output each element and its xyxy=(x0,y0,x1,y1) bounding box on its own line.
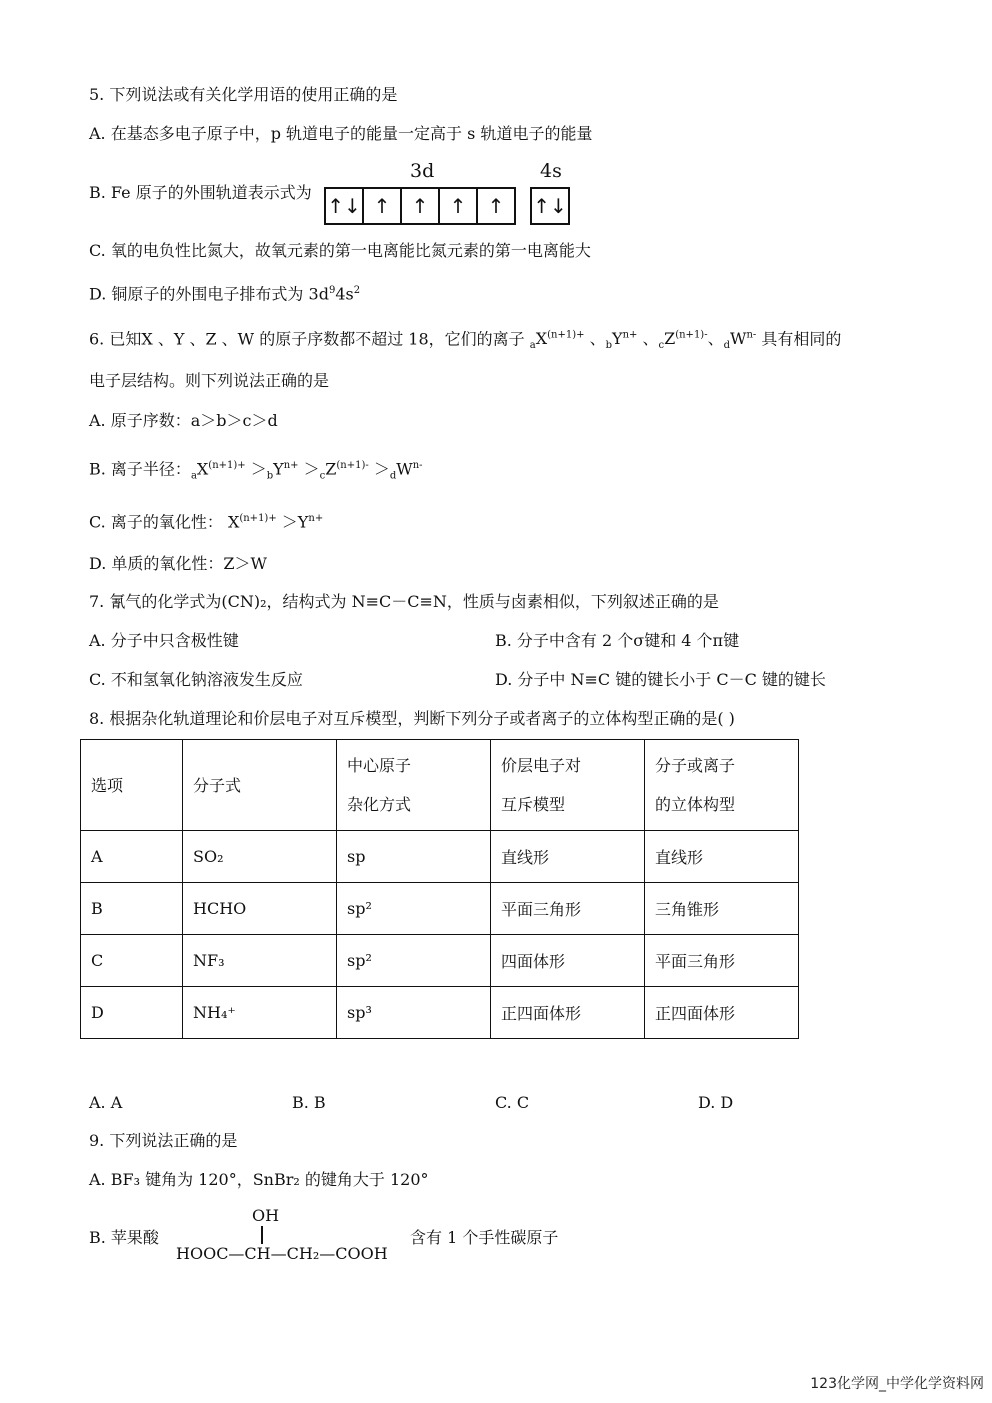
cell: sp xyxy=(337,831,491,883)
cell: 正四面体形 xyxy=(645,987,799,1039)
formula-oh: OH xyxy=(252,1206,280,1225)
header-cell: 选项 xyxy=(81,740,183,831)
q9-option-a: A. BF₃ 键角为 120°，SnBr₂ 的键角大于 120° xyxy=(89,1170,429,1189)
q7-stem: 7. 氰气的化学式为(CN)₂，结构式为 N≡C－C≡N，性质与卤素相似，下列叙述正确的是 xyxy=(89,592,719,611)
orbital-box: ↑ xyxy=(400,187,440,225)
q8-option-b: B. B xyxy=(292,1093,326,1112)
header-cell: 价层电子对 互斥模型 xyxy=(491,740,645,831)
cell: 直线形 xyxy=(645,831,799,883)
formula-main: HOOC—CH—CH₂—COOH xyxy=(176,1244,388,1263)
q5-stem: 5. 下列说法或有关化学用语的使用正确的是 xyxy=(89,85,398,104)
cell: 直线形 xyxy=(491,831,645,883)
q8-option-a: A. A xyxy=(89,1093,123,1112)
q8-table xyxy=(80,739,799,1039)
cell: NH₄⁺ xyxy=(183,987,337,1039)
cell: 四面体形 xyxy=(491,935,645,987)
cell: NF₃ xyxy=(183,935,337,987)
header-cell: 中心原子 杂化方式 xyxy=(337,740,491,831)
cell: SO₂ xyxy=(183,831,337,883)
cell: D xyxy=(81,987,183,1039)
footer-watermark: 123化学网_中学化学资料网 xyxy=(810,1376,984,1392)
table-row xyxy=(81,987,799,1039)
cell: C xyxy=(81,935,183,987)
q9-option-b-prefix: B. 苹果酸 xyxy=(89,1228,159,1247)
q5-option-d: D. 铜原子的外围电子排布式为 $3d^94s^2$ xyxy=(89,284,361,304)
orbital-box: ↑ xyxy=(362,187,402,225)
q8-option-c: C. C xyxy=(495,1093,530,1112)
formula-bond xyxy=(261,1226,263,1244)
table-row xyxy=(81,935,799,987)
q5-option-b: B. Fe 原子的外围轨道表示式为 xyxy=(89,183,312,202)
orbital-3d-boxes xyxy=(326,187,516,225)
table-header-row xyxy=(81,740,799,831)
q6-stem-line2: 电子层结构。则下列说法正确的是 xyxy=(89,371,330,390)
header-cell: 分子或离子 的立体构型 xyxy=(645,740,799,831)
ion-list: $_aX^{(n+1)+}$ 、$_bY^{n+}$ 、$_cZ^{(n+1)-}$、$_dW^{n-}$ xyxy=(529,329,757,352)
q7-option-d: D. 分子中 N≡C 键的键长小于 C－C 键的键长 xyxy=(495,670,826,689)
cell: sp² xyxy=(337,883,491,935)
malic-acid-formula xyxy=(176,1206,412,1266)
q7-option-a: A. 分子中只含极性键 xyxy=(89,631,239,650)
q8-option-d: D. D xyxy=(698,1093,734,1112)
cell: sp³ xyxy=(337,987,491,1039)
cell: 三角锥形 xyxy=(645,883,799,935)
q9-stem: 9. 下列说法正确的是 xyxy=(89,1131,238,1150)
orbital-box: ↑ xyxy=(438,187,478,225)
orbital-box: ↑↓ xyxy=(324,187,364,225)
cell: 平面三角形 xyxy=(491,883,645,935)
q6-option-c: C. 离子的氧化性： $X^{(n+1)+} >Y^{n+}$ xyxy=(89,512,324,532)
q9-option-b-suffix: 含有 1 个手性碳原子 xyxy=(410,1228,559,1247)
orbital-4s-label: 4s xyxy=(540,160,562,182)
cell: 平面三角形 xyxy=(645,935,799,987)
q7-option-c: C. 不和氢氧化钠溶液发生反应 xyxy=(89,670,303,689)
q6-option-a: A. 原子序数：a＞b＞c＞d xyxy=(89,411,278,430)
header-cell: 分子式 xyxy=(183,740,337,831)
table-row xyxy=(81,831,799,883)
cell: B xyxy=(81,883,183,935)
q8-stem: 8. 根据杂化轨道理论和价层电子对互斥模型，判断下列分子或者离子的立体构型正确的是( ) xyxy=(89,709,735,728)
q5-option-a: A. 在基态多电子原子中，p 轨道电子的能量一定高于 s 轨道电子的能量 xyxy=(89,124,593,143)
table-row xyxy=(81,883,799,935)
q7-option-b: B. 分子中含有 2 个σ键和 4 个π键 xyxy=(495,631,740,650)
cell: 正四面体形 xyxy=(491,987,645,1039)
q5-option-c: C. 氧的电负性比氮大，故氧元素的第一电离能比氮元素的第一电离能大 xyxy=(89,241,591,260)
orbital-box: ↑↓ xyxy=(530,187,570,225)
orbital-box: ↑ xyxy=(476,187,516,225)
cell: sp² xyxy=(337,935,491,987)
cell: HCHO xyxy=(183,883,337,935)
cell: A xyxy=(81,831,183,883)
orbital-4s-boxes xyxy=(532,187,570,225)
q6-option-d: D. 单质的氧化性：Z＞W xyxy=(89,554,267,573)
q6-option-b: B. 离子半径：$_aX^{(n+1)+} >_bY^{n+} >_cZ^{(n+1)-} >_dW^{n-}$ xyxy=(89,459,423,482)
orbital-3d-label: 3d xyxy=(410,160,435,182)
q6-stem-line1: 6. 已知X 、Y 、Z 、W 的原子序数都不超过 18，它们的离子 $_aX^{(n+1)+}$ 、$_bY^{n+}$ 、$_cZ^{(n+1)-}$、$_dW^{n-}$ 具有相同的 xyxy=(89,329,842,352)
